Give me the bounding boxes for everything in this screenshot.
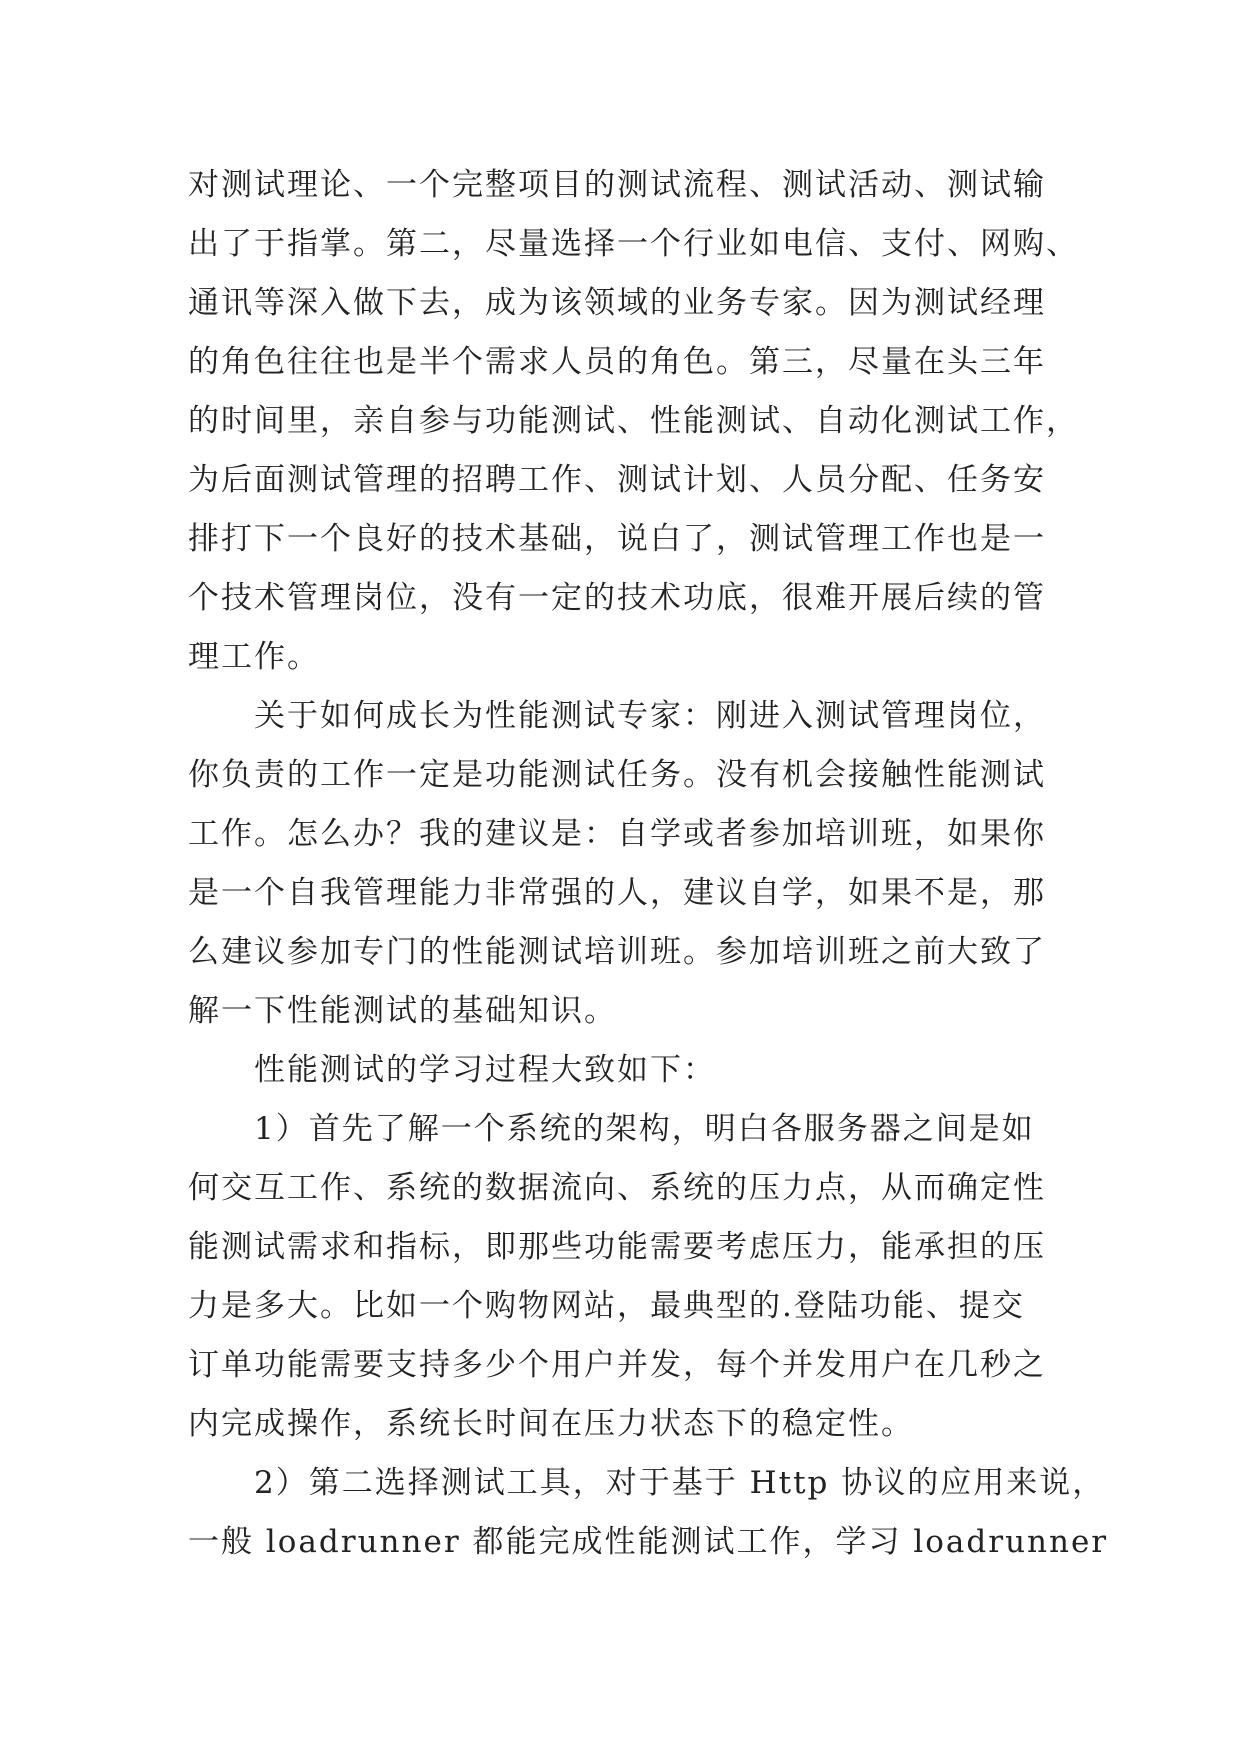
text-line: 1）首先了解一个系统的架构，明白各服务器之间是如 <box>188 1111 1035 1147</box>
text-line: 关于如何成长为性能测试专家：刚进入测试管理岗位， <box>188 698 1046 734</box>
text-line: 解一下性能测试的基础知识。 <box>188 993 617 1029</box>
text-line: 么建议参加专门的性能测试培训班。参加培训班之前大致了 <box>188 934 1046 970</box>
text-line: 出了于指掌。第二，尽量选择一个行业如电信、支付、网购、 <box>188 226 1079 262</box>
text-line: 你负责的工作一定是功能测试任务。没有机会接触性能测试 <box>188 757 1046 793</box>
text-line: 何交互工作、系统的数据流向、系统的压力点，从而确定性 <box>188 1170 1046 1206</box>
text-line: 为后面测试管理的招聘工作、测试计划、人员分配、任务安 <box>188 462 1046 498</box>
document-body <box>188 156 1109 1572</box>
text-line: 排打下一个良好的技术基础，说白了，测试管理工作也是一 <box>188 521 1046 557</box>
text-line: 通讯等深入做下去，成为该领域的业务专家。因为测试经理 <box>188 285 1046 321</box>
text-line: 工作。怎么办？我的建议是：自学或者参加培训班，如果你 <box>188 816 1046 852</box>
text-line: 理工作。 <box>188 639 320 675</box>
text-line: 个技术管理岗位，没有一定的技术功底，很难开展后续的管 <box>188 580 1046 616</box>
text-line: 力是多大。比如一个购物网站，最典型的.登陆功能、提交 <box>188 1288 1025 1324</box>
text-line: 2）第二选择测试工具，对于基于 Http 协议的应用来说， <box>188 1465 1106 1501</box>
text-line: 性能测试的学习过程大致如下： <box>188 1052 716 1088</box>
text-line: 对测试理论、一个完整项目的测试流程、测试活动、测试输 <box>188 167 1046 203</box>
text-line: 能测试需求和指标，即那些功能需要考虑压力，能承担的压 <box>188 1229 1046 1265</box>
text-line: 是一个自我管理能力非常强的人，建议自学，如果不是，那 <box>188 875 1046 911</box>
text-line: 的角色往往也是半个需求人员的角色。第三，尽量在头三年 <box>188 344 1046 380</box>
text-line: 的时间里，亲自参与功能测试、性能测试、自动化测试工作， <box>188 403 1079 439</box>
text-line: 内完成操作，系统长时间在压力状态下的稳定性。 <box>188 1406 914 1442</box>
text-line: 一般 loadrunner 都能完成性能测试工作，学习 loadrunner <box>188 1524 1109 1560</box>
text-line: 订单功能需要支持多少个用户并发，每个并发用户在几秒之 <box>188 1347 1046 1383</box>
